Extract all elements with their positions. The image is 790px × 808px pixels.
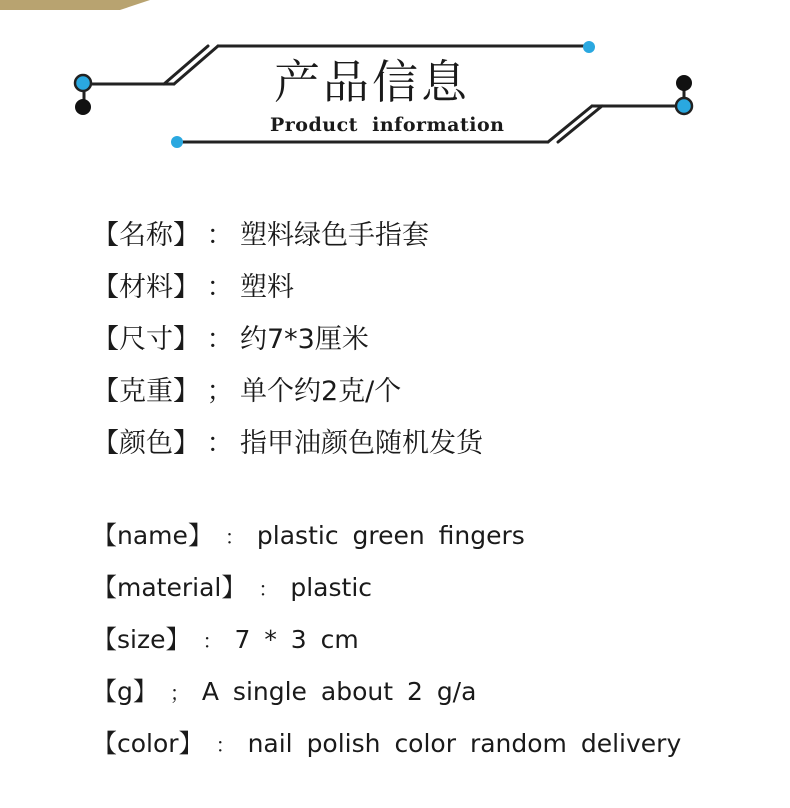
spec-row-color [92,418,483,470]
spec-value: 指甲油颜色随机发货 [240,428,483,459]
spec-separator: ： [206,428,234,459]
spec-label: 【克重】 [92,376,200,407]
spec-separator: ： [206,220,234,251]
spec-row-name [92,510,681,562]
spec-separator: ： [224,525,245,549]
node-dot [676,75,692,91]
spec-label: 【size】 [92,625,191,654]
spec-label: 【name】 [92,521,213,550]
spec-value: plastic [290,573,373,602]
section-title: 产品信息 [274,55,470,109]
spec-list-english [92,510,681,770]
spec-list-chinese [92,210,483,470]
section-subtitle: Product information [270,114,505,136]
spec-row-name [92,210,483,262]
spec-value: A single about 2 g/a [201,677,477,706]
spec-label: 【材料】 [92,272,200,303]
spec-label: 【颜色】 [92,428,200,459]
spec-label: 【尺寸】 [92,324,200,355]
accent-dot [75,75,91,91]
spec-row-size [92,614,681,666]
spec-row-weight [92,366,483,418]
spec-separator: ； [169,681,190,705]
spec-separator: ： [206,324,234,355]
spec-row-size [92,314,483,366]
accent-dot [171,136,183,148]
node-dot [75,99,91,115]
spec-row-material [92,262,483,314]
spec-row-material [92,562,681,614]
spec-label: 【g】 [92,677,158,706]
spec-value: plastic green fingers [256,521,525,550]
spec-label: 【color】 [92,729,204,758]
spec-value: 7 * 3 cm [234,625,359,654]
spec-row-color [92,718,681,770]
spec-separator: ： [202,629,223,653]
spec-label: 【名称】 [92,220,200,251]
spec-separator: ： [215,733,236,757]
spec-value: 单个约2克/个 [240,376,402,407]
spec-row-weight [92,666,681,718]
spec-value: 塑料绿色手指套 [240,220,429,251]
spec-label: 【material】 [92,573,247,602]
accent-dot [676,98,692,114]
spec-separator: ： [258,577,279,601]
accent-dot [583,41,595,53]
spec-separator: ； [206,376,234,407]
spec-separator: ： [206,272,234,303]
spec-value: nail polish color random delivery [247,729,682,758]
spec-value: 约7*3厘米 [240,324,369,355]
spec-value: 塑料 [240,272,294,303]
